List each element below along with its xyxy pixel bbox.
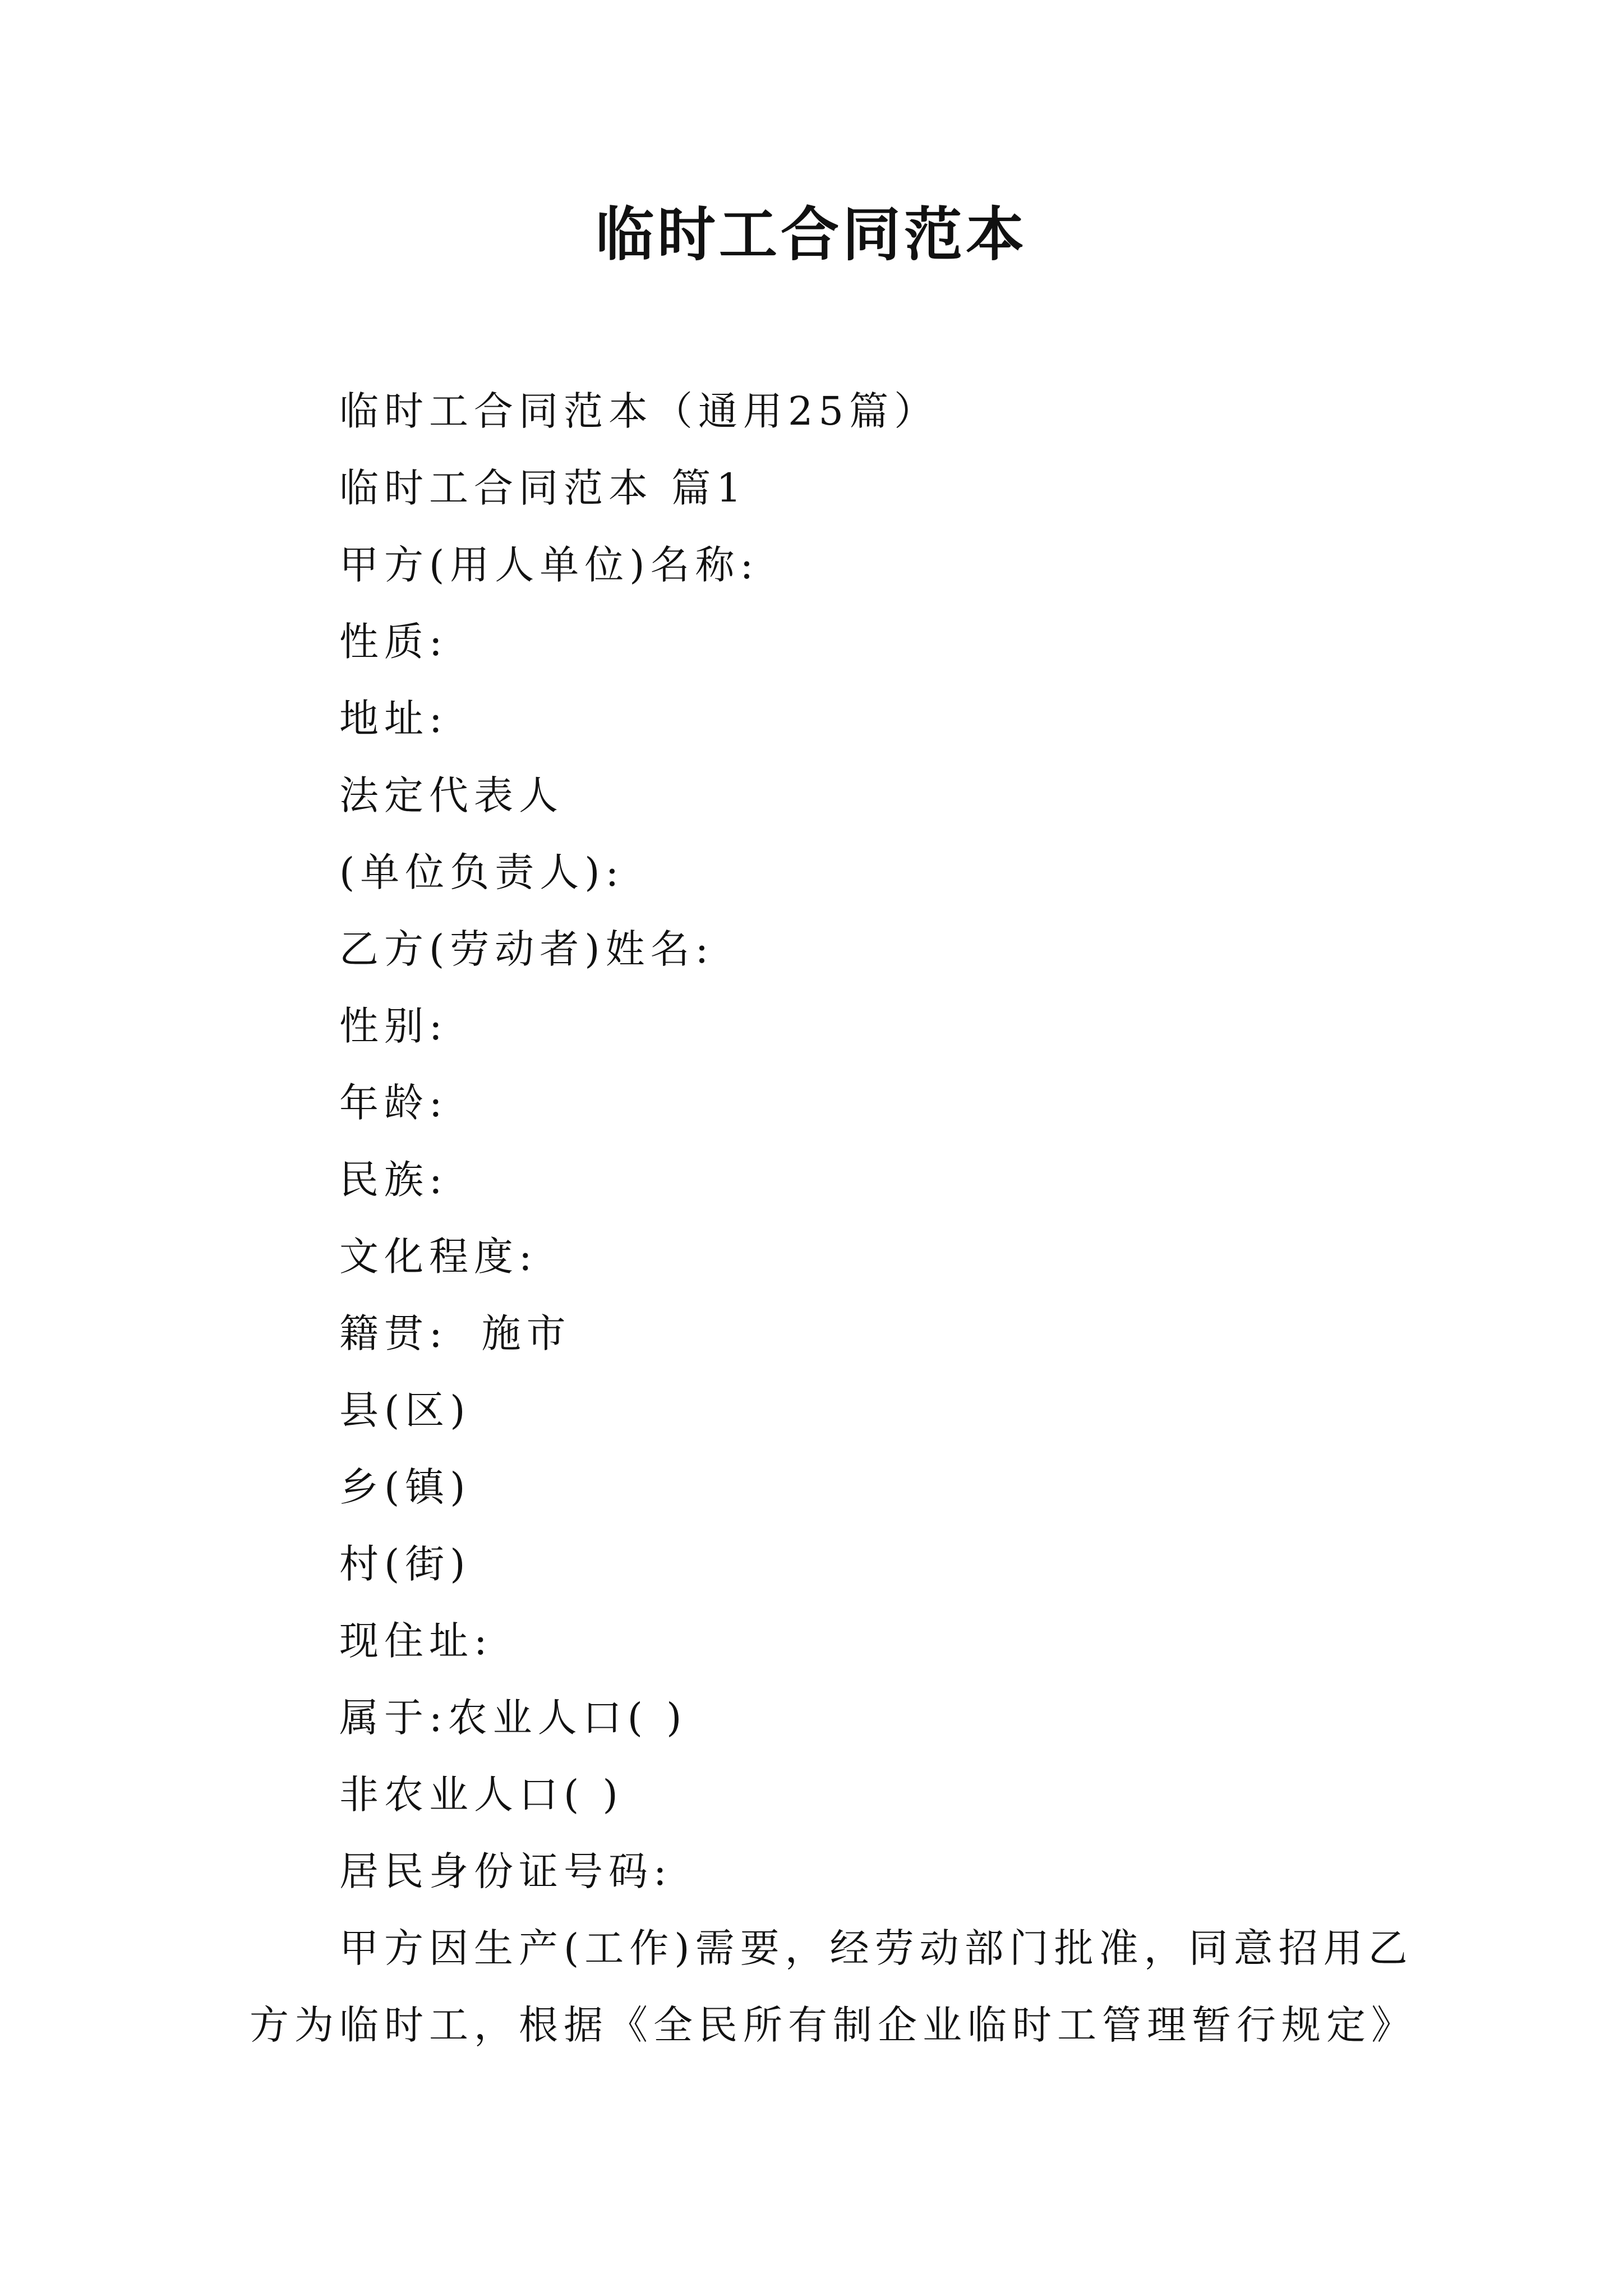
field-gender: 性别: [339, 1003, 448, 1049]
field-native-place [250, 1295, 1394, 1372]
field-employer-name: 甲方(用人单位)名称: [339, 542, 759, 588]
field-education: 文化程度: [339, 1234, 538, 1280]
field-nature: 性质: [339, 619, 448, 665]
field-county: 县(区) [339, 1387, 471, 1433]
field-ethnicity: 民族: [339, 1157, 448, 1203]
document-body [250, 373, 1416, 2064]
subtitle-line: 临时工合同范本（通用25篇） [339, 388, 939, 434]
field-address: 地址: [339, 696, 448, 742]
native-place-city: 施市 [481, 1310, 571, 1356]
field-current-address: 现住址: [339, 1618, 493, 1664]
section-heading: 临时工合同范本 篇1 [339, 465, 747, 511]
field-legal-representative: 法定代表人 [339, 772, 564, 818]
field-unit-head: (单位负责人): [339, 849, 625, 895]
field-village: 村(街) [339, 1541, 471, 1587]
paragraph-line-1: 甲方因生产(工作)需要，经劳动部门批准，同意招用乙 [339, 1925, 1413, 1971]
field-id-number: 居民身份证号码: [339, 1848, 672, 1894]
field-township: 乡(镇) [339, 1464, 471, 1510]
field-non-agricultural-population: 非农业人口( ) [339, 1772, 624, 1818]
field-agricultural-population: 属于:农业人口( ) [339, 1695, 688, 1741]
field-worker-name: 乙方(劳动者)姓名: [339, 926, 714, 972]
document-title: 临时工合同范本 [595, 200, 1027, 269]
native-place-label: 籍贯: [339, 1310, 448, 1356]
field-age: 年龄: [339, 1080, 448, 1126]
paragraph-line-2: 方为临时工，根据《全民所有制企业临时工管理暂行规定》 [250, 2002, 1416, 2048]
